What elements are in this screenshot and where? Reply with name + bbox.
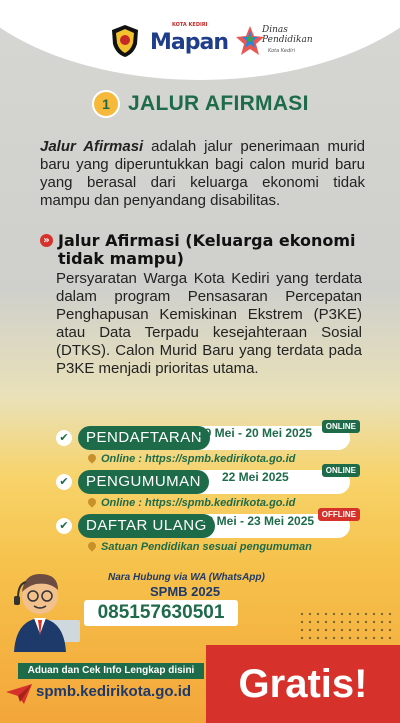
mapan-logo <box>150 24 230 58</box>
schedule-location <box>88 453 295 465</box>
map-pin-icon <box>86 496 97 507</box>
check-icon: ✔ <box>56 430 72 446</box>
contact-org: SPMB 2025 <box>150 584 221 599</box>
mapan-logo-subtext: KOTA KEDIRI <box>172 22 208 28</box>
schedule-date: 22 Mei - 23 Mei 2025 <box>200 514 315 528</box>
intro-term: Jalur Afirmasi <box>40 138 144 155</box>
schedule-label: PENDAFTARAN <box>78 426 210 450</box>
schedule-location-text: Online : https://spmb.kedirikota.go.id <box>101 497 296 509</box>
contact-label: Nara Hubung via WA (WhatsApp) <box>108 572 265 583</box>
gratis-text: Gratis! <box>238 662 368 706</box>
double-chevron-icon: » <box>40 234 53 247</box>
mapan-logo-text: Mapan <box>150 30 228 55</box>
contact-phone-number[interactable]: 085157630501 <box>84 600 238 626</box>
schedule-date: 22 Mei 2025 <box>222 470 289 484</box>
check-icon: ✔ <box>56 518 72 534</box>
header-logos <box>0 22 400 62</box>
intro-text: adalah jalur penerimaan murid baru yang diperuntukkan bagi calon murid baru yang berasal dari keluarga ekonomi tidak mampu dan penyandang disabilitas. <box>40 138 365 209</box>
schedule-label: PENGUMUMAN <box>78 470 209 494</box>
schedule-location-text: Satuan Pendidikan sesuai pengumuman <box>101 541 312 553</box>
dinas-logo-subtext: Kota Kediri <box>268 48 295 54</box>
dinas-logo-text: Dinas Pendidikan <box>262 25 313 45</box>
schedule-location <box>88 541 312 553</box>
schedule-location <box>88 497 295 509</box>
schedule-label: DAFTAR ULANG <box>78 514 215 538</box>
offline-badge: OFFLINE <box>318 508 360 521</box>
schedule-row-pendaftaran <box>56 422 356 452</box>
paper-plane-icon <box>6 684 32 704</box>
online-badge: ONLINE <box>322 420 360 433</box>
section-heading: JALUR AFIRMASI <box>128 92 309 115</box>
subsection-heading: Jalur Afirmasi (Keluarga ekonomi tidak mampu) <box>58 231 356 268</box>
schedule-row-pengumuman <box>56 466 356 496</box>
subsection-description: Persyaratan Warga Kota Kediri yang terdata dalam program Pensasaran Percepatan Penghapusan Kemiskinan Ekstrem (P3KE) atau Data Terpadu kesejahteraan Sosial (DTKS). Calon Murid Baru yang terdata pada P3KE menjadi prioritas utama. <box>56 270 362 377</box>
schedule-location-text: Online : https://spmb.kedirikota.go.id <box>101 453 296 465</box>
schedule-row-daftar-ulang <box>56 510 356 540</box>
map-pin-icon <box>86 540 97 551</box>
contact-person-avatar-icon <box>6 562 84 652</box>
intro-paragraph <box>40 138 365 210</box>
map-pin-icon <box>86 452 97 463</box>
decorative-dots <box>298 610 396 640</box>
check-icon: ✔ <box>56 474 72 490</box>
aduan-banner: Aduan dan Cek Info Lengkap disini <box>18 663 204 679</box>
website-link[interactable]: spmb.kedirikota.go.id <box>36 683 192 700</box>
section-number: 1 <box>92 90 120 118</box>
kediri-emblem-icon <box>110 24 140 58</box>
schedule-date: 19 Mei - 20 Mei 2025 <box>198 426 313 440</box>
online-badge: ONLINE <box>322 464 360 477</box>
